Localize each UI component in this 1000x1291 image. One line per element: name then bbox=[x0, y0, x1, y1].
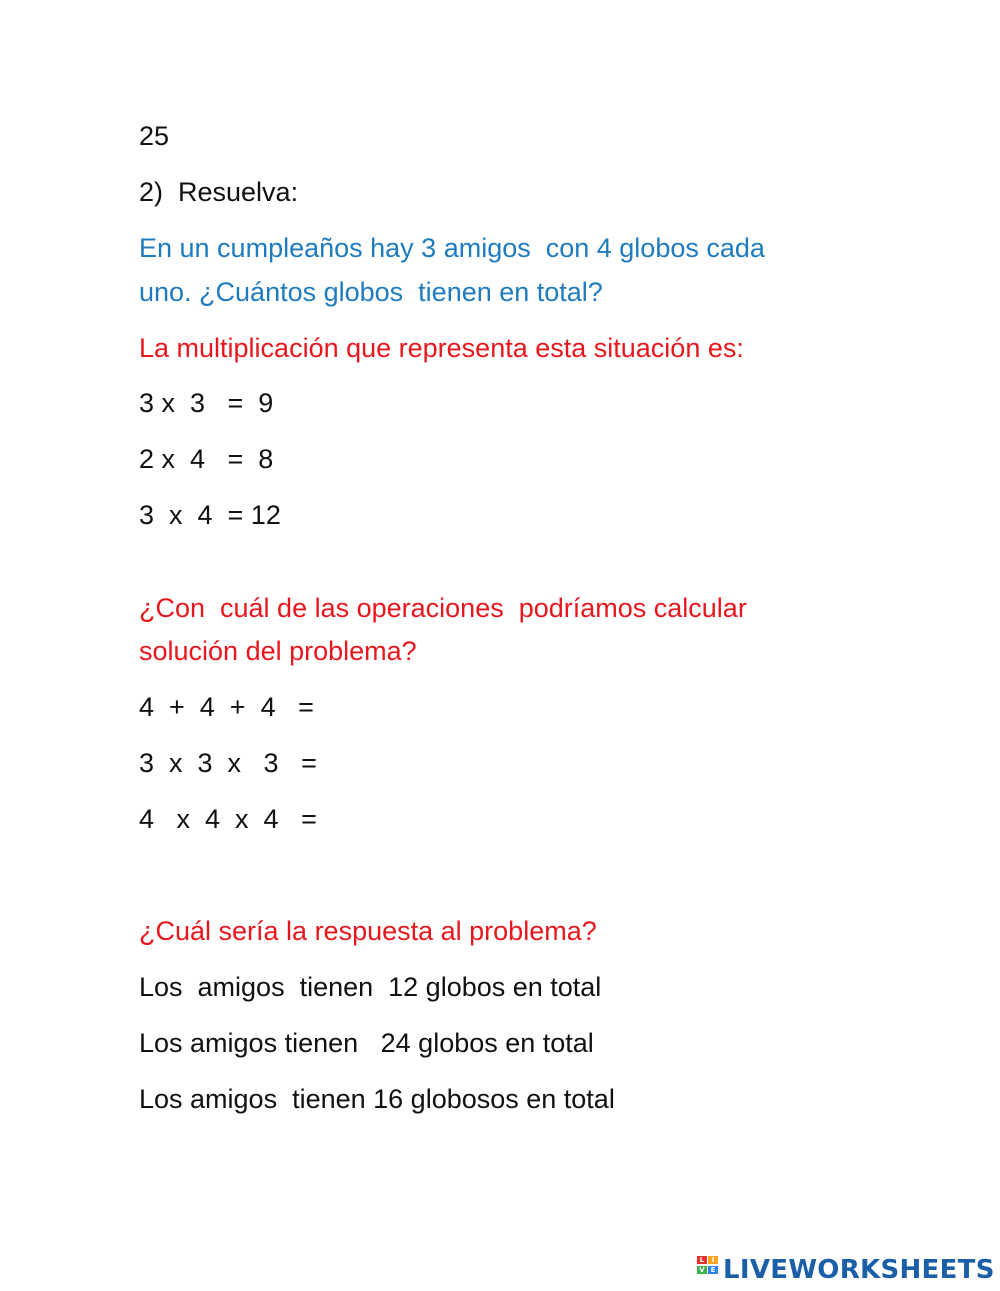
question-3-option-b[interactable]: Los amigos tienen 24 globos en total bbox=[139, 1028, 594, 1058]
problem-statement-line-1: En un cumpleaños hay 3 amigos con 4 globos cada bbox=[139, 233, 765, 263]
logo-mark-tile-e: E bbox=[708, 1266, 718, 1274]
liveworksheets-logo bbox=[697, 1252, 995, 1288]
question-3-option-c[interactable]: Los amigos tienen 16 globosos en total bbox=[139, 1084, 615, 1114]
question-1: La multiplicación que representa esta situación es: bbox=[139, 333, 744, 363]
question-2-option-b[interactable]: 3 x 3 x 3 = bbox=[139, 748, 317, 778]
page-number-text: 25 bbox=[139, 121, 170, 151]
question-2-option-c[interactable]: 4 x 4 x 4 = bbox=[139, 804, 317, 834]
logo-mark-tile-i: I bbox=[708, 1256, 718, 1264]
instruction-heading: 2) Resuelva: bbox=[139, 177, 299, 207]
question-1-option-b[interactable]: 2 x 4 = 8 bbox=[139, 444, 274, 474]
question-2-line-1: ¿Con cuál de las operaciones podríamos calcular bbox=[139, 593, 747, 623]
question-1-option-c[interactable]: 3 x 4 = 12 bbox=[139, 500, 281, 530]
question-3-option-a[interactable]: Los amigos tienen 12 globos en total bbox=[139, 972, 602, 1002]
liveworksheets-logo-mark-icon bbox=[697, 1256, 719, 1284]
question-1-option-a[interactable]: 3 x 3 = 9 bbox=[139, 388, 274, 418]
question-2-option-a[interactable]: 4 + 4 + 4 = bbox=[139, 692, 314, 722]
question-2-line-2: solución del problema? bbox=[139, 636, 417, 666]
question-3: ¿Cuál sería la respuesta al problema? bbox=[139, 916, 597, 946]
liveworksheets-logo-text: LIVEWORKSHEETS bbox=[723, 1255, 995, 1285]
logo-mark-tile-l: L bbox=[697, 1256, 707, 1264]
logo-mark-tile-v: V bbox=[697, 1266, 707, 1274]
problem-statement-line-2: uno. ¿Cuántos globos tienen en total? bbox=[139, 277, 603, 307]
